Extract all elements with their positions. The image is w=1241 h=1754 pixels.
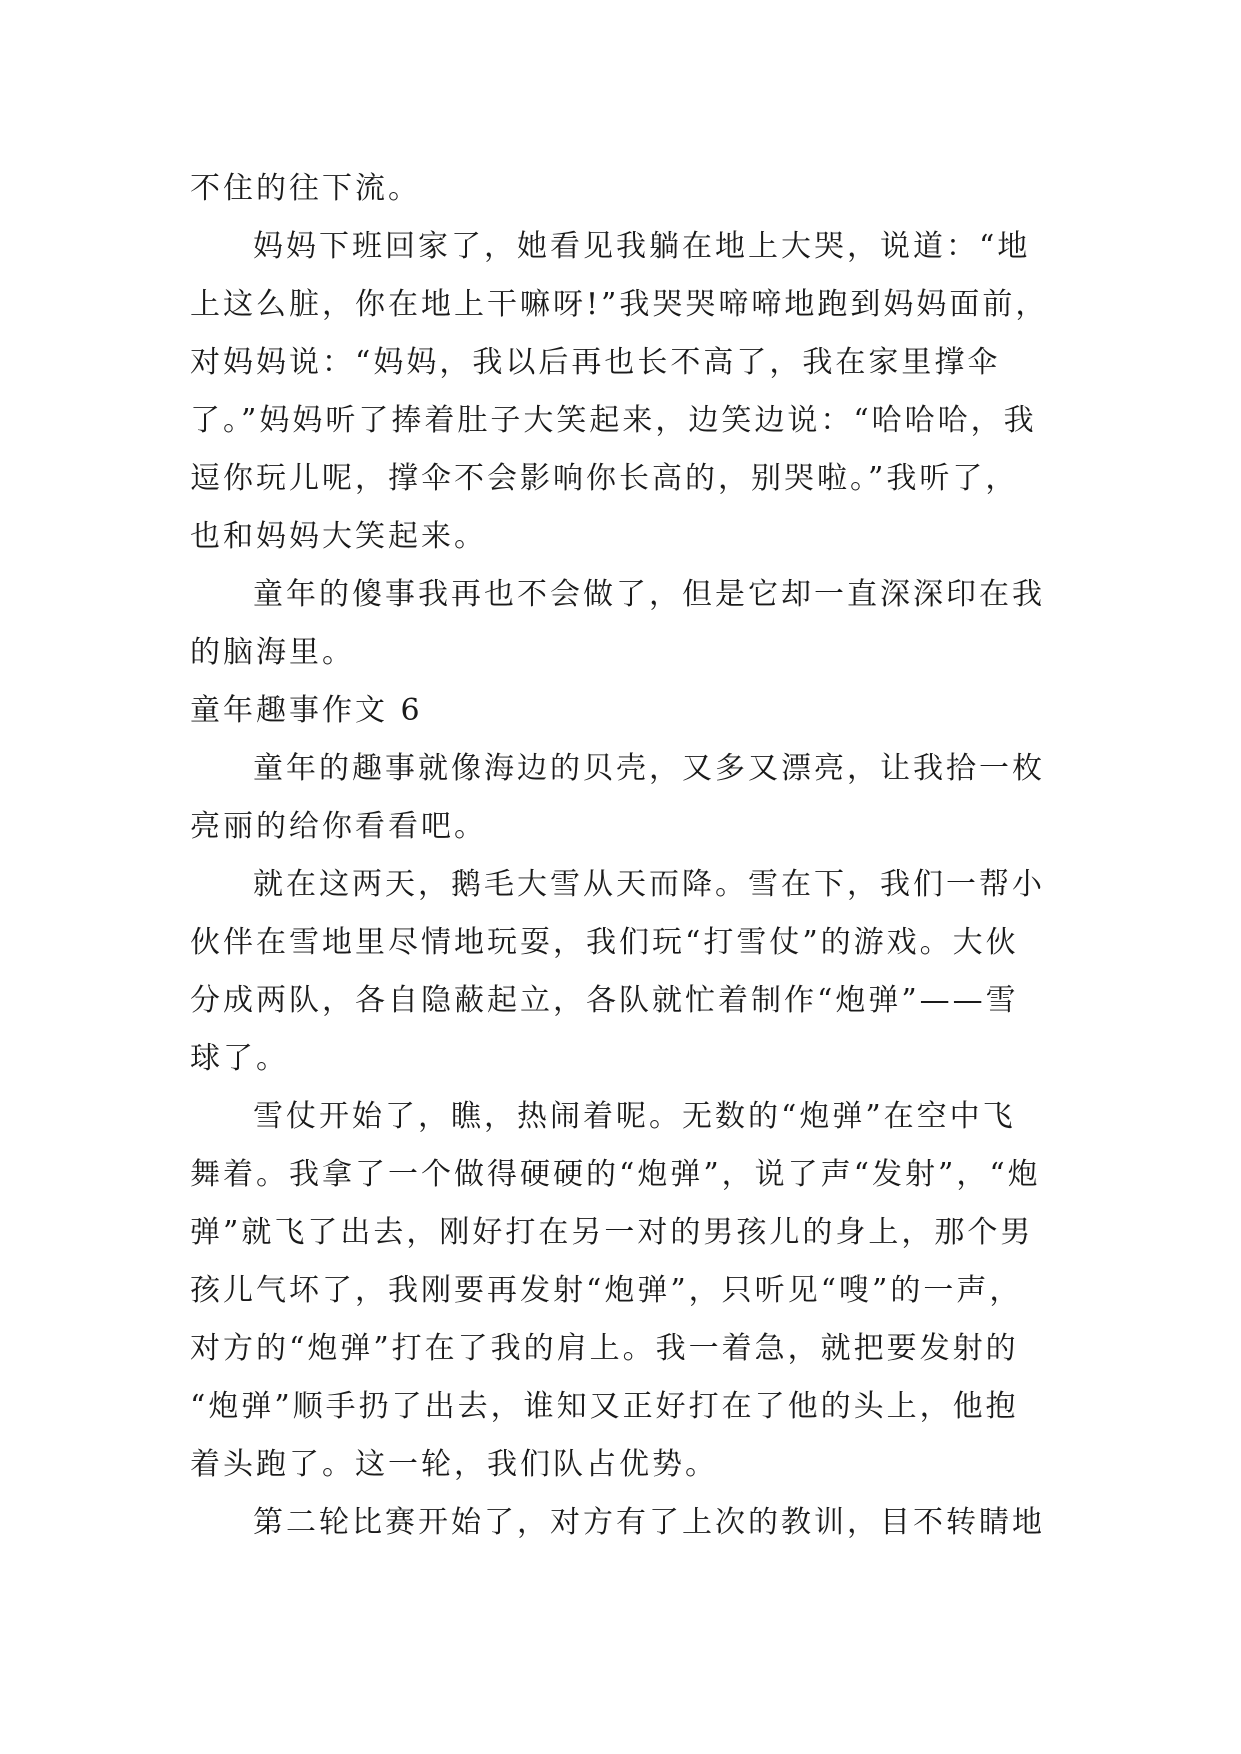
document-page — [190, 160, 1060, 1552]
paragraph-start-line: 就在这两天，鹅毛大雪从天而降。雪在下，我们一帮小 — [253, 867, 1045, 902]
text-line: 对方的“炮弹”打在了我的肩上。我一着急，就把要发射的 — [190, 1331, 1019, 1366]
text-line: “炮弹”顺手扔了出去，谁知又正好打在了他的头上，他抱 — [190, 1389, 1019, 1424]
text-line: 逗你玩儿呢，撑伞不会影响你长高的，别哭啦。”我听了， — [190, 461, 1019, 496]
paragraph-start-line: 雪仗开始了，瞧，热闹着呢。无数的“炮弹”在空中飞 — [253, 1099, 1016, 1134]
text-line: 着头跑了。这一轮，我们队占优势。 — [190, 1447, 718, 1482]
text-line: 弹”就飞了出去，刚好打在另一对的男孩儿的身上，那个男 — [190, 1215, 1034, 1250]
text-line: 不住的往下流。 — [190, 171, 421, 206]
section-heading: 童年趣事作文 6 — [190, 693, 423, 728]
text-line: 的脑海里。 — [190, 635, 355, 670]
text-line: 也和妈妈大笑起来。 — [190, 519, 487, 554]
text-line: 球了。 — [190, 1041, 289, 1076]
paragraph-start-line: 童年的趣事就像海边的贝壳，又多又漂亮，让我拾一枚 — [253, 751, 1045, 786]
text-line: 伙伴在雪地里尽情地玩耍，我们玩“打雪仗”的游戏。大伙 — [190, 925, 1019, 960]
text-line: 分成两队，各自隐蔽起立，各队就忙着制作“炮弹”——雪 — [190, 983, 1019, 1018]
text-line: 上这么脏，你在地上干嘛呀!”我哭哭啼啼地跑到妈妈面前， — [190, 287, 1049, 322]
text-line: 孩儿气坏了，我刚要再发射“炮弹”，只听见“嗖”的一声， — [190, 1273, 1023, 1308]
paragraph-start-line: 第二轮比赛开始了，对方有了上次的教训，目不转睛地 — [253, 1505, 1045, 1540]
text-line: 舞着。我拿了一个做得硬硬的“炮弹”，说了声“发射”，“炮 — [190, 1157, 1041, 1192]
paragraph-start-line: 童年的傻事我再也不会做了，但是它却一直深深印在我 — [253, 577, 1045, 612]
text-line: 亮丽的给你看看吧。 — [190, 809, 487, 844]
paragraph-start-line: 妈妈下班回家了，她看见我躺在地上大哭，说道：“地 — [253, 229, 1031, 264]
text-line: 了。”妈妈听了捧着肚子大笑起来，边笑边说：“哈哈哈，我 — [190, 403, 1037, 438]
text-line: 对妈妈说：“妈妈，我以后再也长不高了，我在家里撑伞 — [190, 345, 1001, 380]
